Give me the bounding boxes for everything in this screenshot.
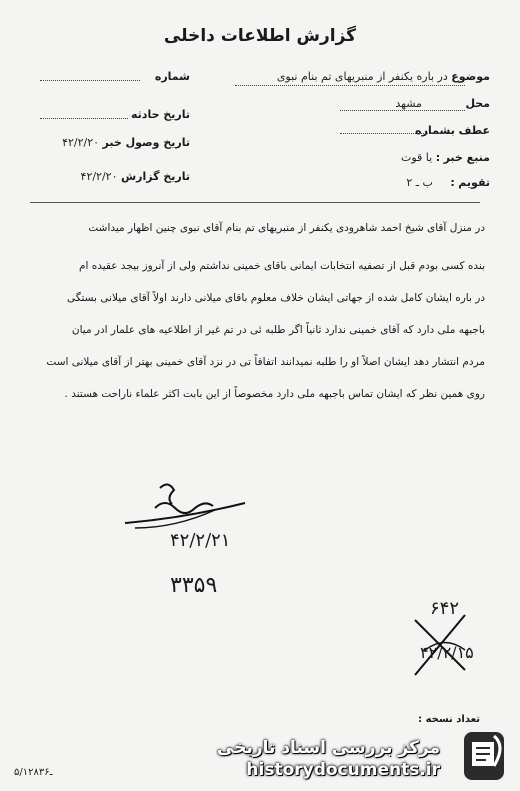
header-divider — [30, 202, 480, 203]
evaluation-label: تقویم — [458, 176, 490, 189]
incident-date-field — [40, 108, 190, 121]
report-date-value: ۴۲/۲/۲۰ — [80, 170, 118, 183]
source-field: منبع خبر : یا قوت — [400, 151, 490, 164]
body-line: بنده کسی بودم قبل از تصفیه انتخابات ایمانی باقای خمینی نداشتم ولی از آنروز بیجد عقیده ام — [78, 260, 485, 272]
location-value: مشهد — [395, 97, 422, 110]
receipt-date-value: ۴۲/۲/۲۰ — [62, 136, 100, 149]
receipt-date-label: تاریخ وصول خبر — [102, 136, 190, 149]
copies-label: تعداد نسخه : — [418, 714, 480, 725]
subject-field — [277, 70, 490, 83]
source-value: یا قوت — [400, 151, 433, 164]
subject-value: در باره یکنفر از منبریهای تم بنام نبوی — [276, 70, 448, 83]
reference-field — [415, 124, 490, 137]
number-label: شماره — [154, 70, 190, 83]
body-line: روی همین نظر که ایشان تماس باجبهه ملی دارد مخصوصاً از این بابت اکثر علماء ناراحت هستند . — [64, 388, 485, 400]
handwritten-number: ۳۳۵۹ — [170, 573, 218, 598]
signature-scribble — [120, 478, 250, 538]
signature-date: ۴۲/۲/۲۱ — [170, 530, 231, 551]
watermark-org-name: مرکز بررسی اسناد تاریخی — [217, 738, 440, 758]
report-date-field — [40, 170, 190, 183]
body-line: در منزل آقای شیخ احمد شاهرودی یکنفر از منبریهای تم بنام آقای نبوی چنین اظهار میداشت — [88, 222, 485, 234]
reference-label: عطف بشماره — [415, 124, 490, 137]
report-date-label: تاریخ گزارش — [120, 170, 190, 183]
location-field — [395, 97, 490, 110]
margin-date: ۴۲/۲/۱۵ — [420, 643, 474, 662]
subject-label: موضوع — [451, 70, 490, 83]
receipt-date-field — [40, 136, 190, 149]
document-archive-logo-icon — [456, 726, 512, 786]
location-label: محل — [465, 97, 490, 110]
incident-date-label: تاریخ حادثه — [131, 108, 190, 121]
watermark-site: historydocuments.ir — [246, 760, 440, 780]
reference-dotted-line — [340, 133, 440, 134]
margin-note: ۶۴۲ — [430, 598, 460, 619]
number-dotted-line — [40, 80, 140, 81]
evaluation-value: ب ـ ۲ — [406, 176, 433, 189]
number-field — [40, 70, 190, 83]
body-line: باجبهه ملی دارد که آقای خمینی ندارد ثانیاً اگر طلبه ئی در تم غیر از اطلاعیه های علمار ادر میان — [71, 324, 485, 336]
form-code: ۵/۱۲۸ـ۳۶ — [14, 767, 53, 778]
evaluation-field: تقویم : ب ـ ۲ — [406, 176, 490, 189]
body-line: مردم انتشار دهد ایشان اصلاً او را طلبه نمیدانند اتفاقاً تی در نزد آقای خمینی بهتر از آقای میلانی است — [46, 356, 485, 368]
report-body — [25, 212, 485, 410]
report-title: گزارش اطلاعات داخلی — [163, 26, 357, 46]
subject-dotted-line — [235, 85, 465, 86]
source-label: منبع خبر — [443, 151, 490, 164]
body-line: در باره ایشان کامل شده از جهاتی ایشان خلاف معلوم باقای میلانی دارند اولاً آقای میلانی بستگی — [66, 292, 485, 304]
incident-date-dotted-line — [40, 118, 128, 119]
location-dotted-line — [340, 110, 465, 111]
